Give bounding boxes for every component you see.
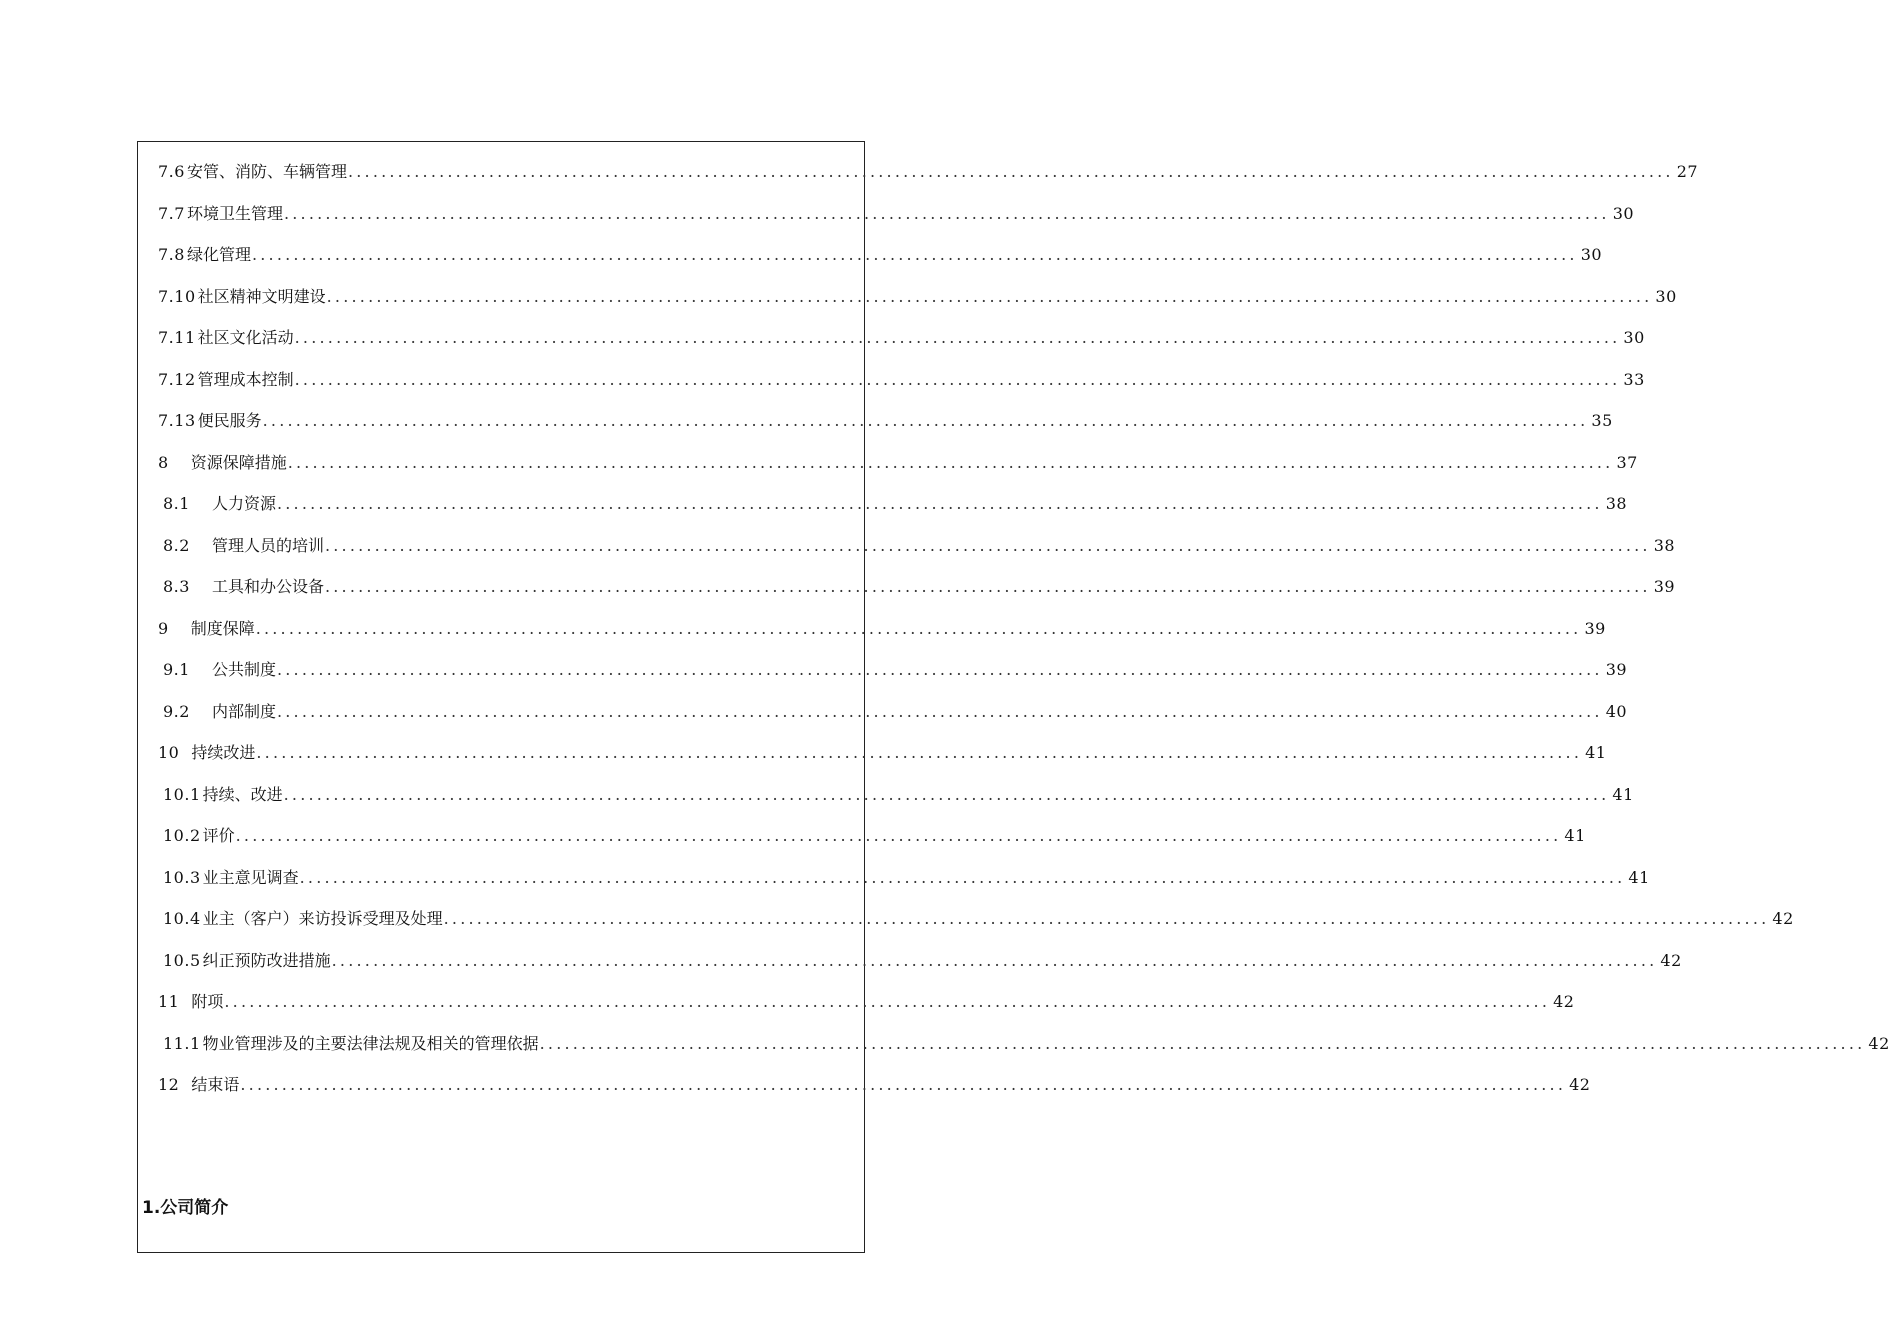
toc-entry[interactable]: [158, 451, 1638, 493]
toc-entry-page: 39: [1605, 660, 1628, 679]
toc-entry-number: 10.5: [163, 950, 201, 970]
toc-entry[interactable]: [158, 949, 1682, 991]
toc-entry-page: 38: [1653, 535, 1676, 555]
toc-entry[interactable]: [158, 658, 1628, 700]
toc-entry-title: 管理人员的培训: [211, 535, 324, 555]
toc-entry-page: 37: [1616, 452, 1638, 472]
toc-entry-title: 工具和办公设备: [211, 577, 324, 596]
dot-leader: ................................................................................................................................................................: [235, 826, 1562, 845]
toc-entry-title: 内部制度: [211, 701, 276, 721]
toc-entry-page: 42: [1868, 1033, 1890, 1053]
toc-entry-number: 7.12: [158, 369, 196, 389]
toc-entry-number: 8.1: [163, 494, 190, 513]
dot-leader: ................................................................................................................................................................: [294, 328, 1621, 347]
toc-entry[interactable]: [158, 326, 1645, 368]
toc-entry-page: 33: [1623, 369, 1645, 389]
toc-entry[interactable]: [158, 700, 1628, 742]
toc-entry[interactable]: [158, 907, 1794, 949]
dot-leader: ................................................................................................................................................................: [539, 1033, 1866, 1053]
toc-entry-page: 35: [1591, 411, 1613, 430]
dot-leader: ................................................................................................................................................................: [240, 1075, 1567, 1094]
toc-entry[interactable]: [158, 534, 1676, 576]
dot-leader: ................................................................................................................................................................: [256, 743, 1583, 762]
toc-entry-number: 8.3: [163, 577, 190, 596]
dot-leader: ................................................................................................................................................................: [326, 286, 1653, 306]
toc-entry-title: 业主（客户）来访投诉受理及处理: [202, 909, 443, 928]
dot-leader: ................................................................................................................................................................: [347, 162, 1674, 181]
toc-entry[interactable]: [158, 202, 1635, 244]
toc-entry-title: 绿化管理: [186, 245, 251, 264]
toc-entry[interactable]: [158, 160, 1699, 202]
dot-leader: ................................................................................................................................................................: [287, 452, 1614, 472]
table-of-contents: [158, 160, 1890, 1115]
toc-entry-title: 纠正预防改进措施: [202, 950, 331, 970]
toc-entry[interactable]: [158, 492, 1628, 534]
toc-entry[interactable]: [158, 243, 1603, 285]
toc-entry[interactable]: [158, 1073, 1591, 1115]
toc-entry-page: 42: [1660, 950, 1682, 970]
toc-entry-page: 30: [1623, 328, 1645, 347]
toc-entry-title: 人力资源: [211, 494, 276, 513]
toc-entry[interactable]: [158, 617, 1606, 659]
toc-entry-title: 物业管理涉及的主要法律法规及相关的管理依据: [202, 1033, 539, 1053]
toc-entry[interactable]: [158, 990, 1575, 1032]
dot-leader: ................................................................................................................................................................: [276, 660, 1603, 679]
dot-leader: ................................................................................................................................................................: [443, 909, 1770, 928]
toc-entry-number: 9.2: [163, 701, 190, 721]
toc-entry-title: 社区文化活动: [197, 328, 294, 347]
toc-entry-number: 11.1: [163, 1033, 201, 1053]
toc-entry-number: 8: [158, 452, 169, 472]
dot-leader: ................................................................................................................................................................: [251, 245, 1578, 264]
toc-entry-title: 评价: [202, 826, 235, 845]
toc-entry-title: 制度保障: [190, 618, 255, 638]
toc-entry-page: 30: [1580, 245, 1603, 264]
toc-entry[interactable]: [158, 368, 1645, 410]
toc-entry-number: 10.2: [163, 826, 201, 845]
toc-entry-page: 42: [1553, 992, 1575, 1011]
toc-entry-number: 9: [158, 618, 169, 638]
toc-entry-title: 持续、改进: [202, 784, 283, 804]
toc-entry-number: 10: [158, 743, 180, 762]
toc-entry-title: 管理成本控制: [197, 369, 294, 389]
toc-entry-number: 7.11: [158, 328, 196, 347]
toc-entry-page: 30: [1655, 286, 1677, 306]
toc-entry-title: 持续改进: [191, 743, 256, 762]
toc-entry-page: 40: [1605, 701, 1628, 721]
toc-entry-page: 41: [1564, 826, 1586, 845]
dot-leader: ................................................................................................................................................................: [283, 784, 1610, 804]
toc-entry-title: 公共制度: [211, 660, 276, 679]
toc-entry[interactable]: [158, 285, 1677, 327]
toc-entry-title: 社区精神文明建设: [197, 286, 326, 306]
toc-entry-title: 安管、消防、车辆管理: [186, 162, 347, 181]
toc-entry-number: 10.1: [163, 784, 201, 804]
dot-leader: ................................................................................................................................................................: [299, 867, 1626, 887]
dot-leader: ................................................................................................................................................................: [276, 701, 1603, 721]
toc-entry[interactable]: [158, 409, 1613, 451]
toc-entry-page: 42: [1772, 909, 1794, 928]
toc-entry-page: 42: [1569, 1075, 1591, 1094]
toc-entry-title: 便民服务: [197, 411, 262, 430]
toc-entry-title: 资源保障措施: [190, 452, 287, 472]
toc-entry[interactable]: [158, 741, 1607, 783]
toc-entry[interactable]: [158, 575, 1676, 617]
section-heading: 1.公司简介: [142, 1198, 229, 1218]
toc-entry-number: 10.3: [163, 867, 201, 887]
toc-entry-number: 8.2: [163, 535, 190, 555]
toc-entry-page: 30: [1612, 203, 1635, 223]
toc-entry-page: 41: [1585, 743, 1607, 762]
toc-entry[interactable]: [158, 783, 1634, 825]
toc-entry[interactable]: [158, 866, 1650, 908]
dot-leader: ................................................................................................................................................................: [294, 369, 1621, 389]
dot-leader: ................................................................................................................................................................: [224, 992, 1551, 1011]
toc-entry-title: 结束语: [191, 1075, 240, 1094]
toc-entry-title: 业主意见调查: [202, 867, 299, 887]
dot-leader: ................................................................................................................................................................: [255, 618, 1582, 638]
toc-entry-page: 39: [1584, 618, 1606, 638]
toc-entry-number: 9.1: [163, 660, 190, 679]
dot-leader: ................................................................................................................................................................: [324, 577, 1651, 596]
toc-entry-page: 39: [1653, 577, 1676, 596]
toc-entry-number: 10.4: [163, 909, 201, 928]
toc-entry-number: 11: [158, 992, 180, 1011]
toc-entry-number: 12: [158, 1075, 180, 1094]
toc-entry-page: 38: [1605, 494, 1628, 513]
toc-entry-number: 7.10: [158, 286, 196, 306]
toc-entry-number: 7.13: [158, 411, 196, 430]
dot-leader: ................................................................................................................................................................: [283, 203, 1610, 223]
toc-entry-title: 环境卫生管理: [186, 203, 283, 223]
toc-entry-page: 27: [1676, 162, 1699, 181]
toc-entry-page: 41: [1612, 784, 1634, 804]
dot-leader: ................................................................................................................................................................: [324, 535, 1651, 555]
toc-entry-number: 7.7: [158, 203, 185, 223]
toc-entry-number: 7.8: [158, 245, 185, 264]
dot-leader: ................................................................................................................................................................: [331, 950, 1658, 970]
toc-entry-title: 附项: [191, 992, 224, 1011]
toc-entry-page: 41: [1628, 867, 1650, 887]
toc-entry[interactable]: [158, 824, 1586, 866]
dot-leader: ................................................................................................................................................................: [262, 411, 1589, 430]
toc-entry-number: 7.6: [158, 162, 185, 181]
toc-entry[interactable]: [158, 1032, 1890, 1074]
dot-leader: ................................................................................................................................................................: [276, 494, 1603, 513]
